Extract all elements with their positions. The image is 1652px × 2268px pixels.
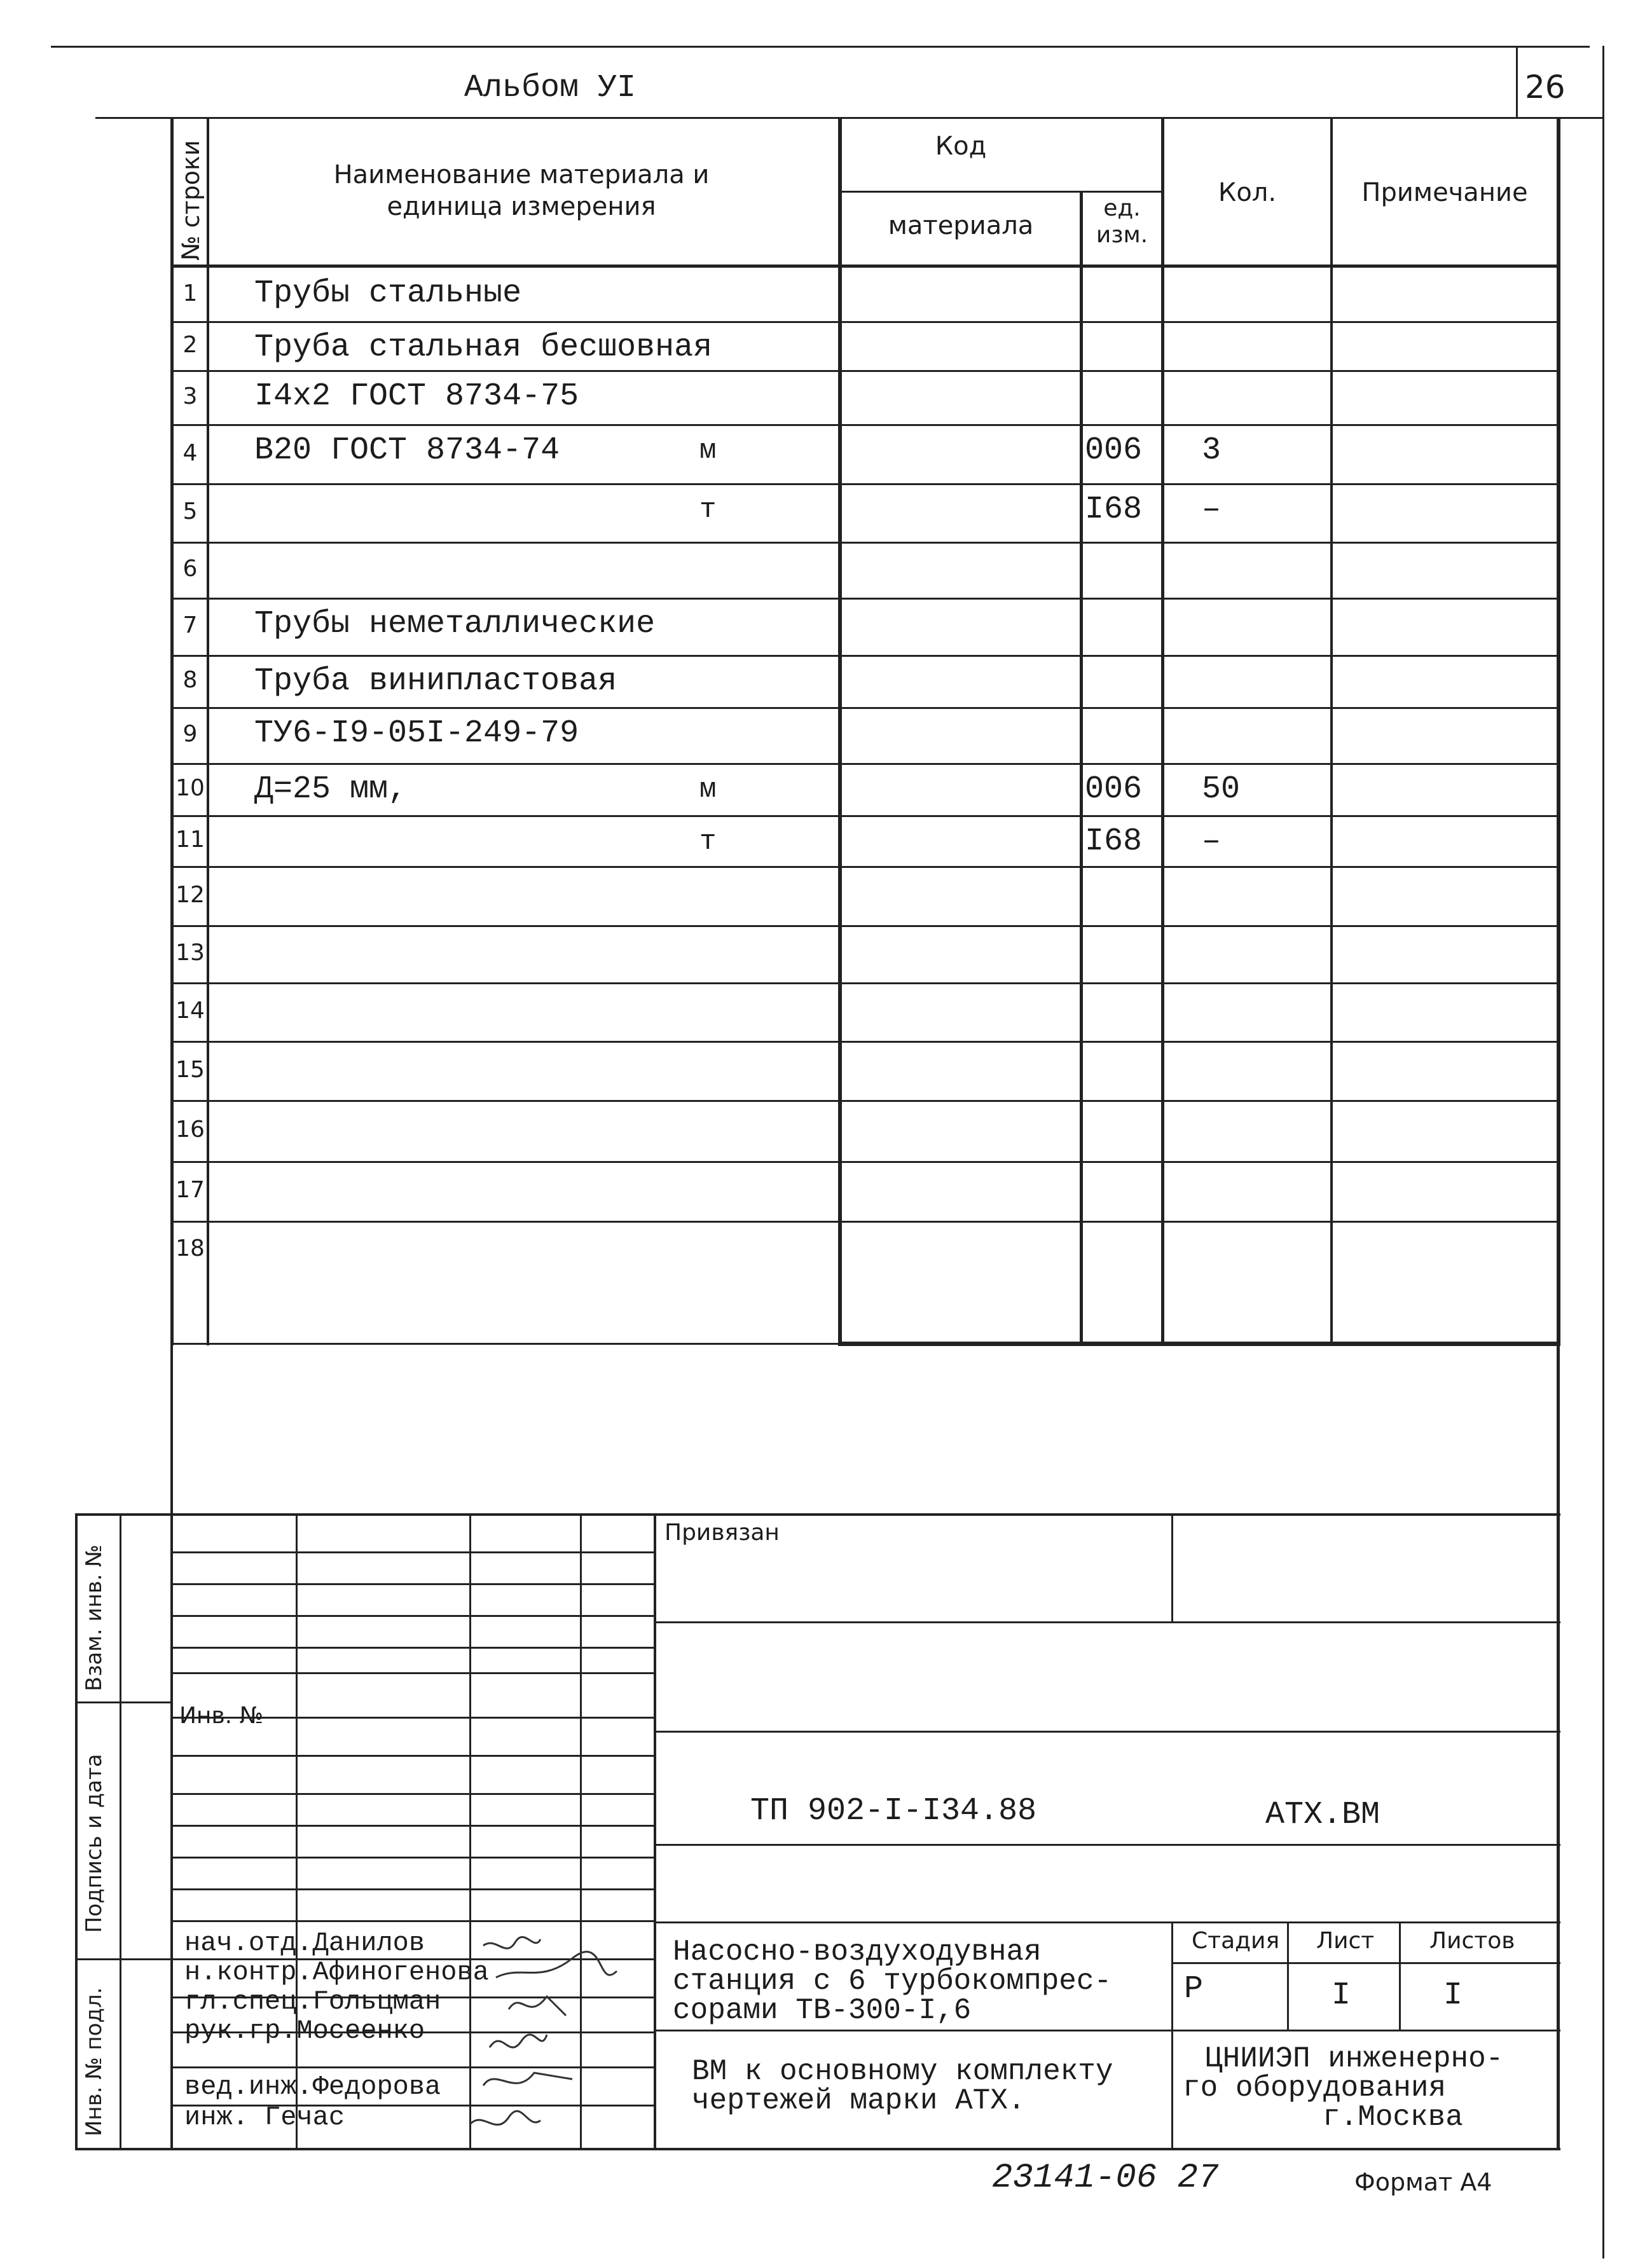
- row-number: 9: [182, 721, 198, 747]
- sheet-title-2: чертежей марки АТХ.: [692, 2084, 1026, 2117]
- row-number: 8: [182, 667, 198, 693]
- stage-label: Стадия: [1192, 1928, 1280, 1954]
- material-name: Трубы стальные: [254, 275, 522, 312]
- unit-code: I68: [1085, 823, 1143, 860]
- quantity: 3: [1202, 432, 1222, 469]
- object-name-1: Насосно-воздуходувная: [673, 1935, 1042, 1969]
- material-name: Трубы неметаллические: [254, 606, 656, 642]
- row-number: 3: [182, 383, 198, 409]
- row-number: 10: [176, 775, 205, 801]
- row-number: 12: [176, 881, 205, 908]
- left-border-lower: [170, 1343, 173, 2150]
- quantity: –: [1202, 491, 1222, 528]
- material-name: Д=25 мм,: [254, 771, 408, 808]
- sheet-number-divider: [1516, 46, 1518, 119]
- row-number: 16: [176, 1117, 205, 1143]
- header-bottom-rule: [95, 117, 1602, 119]
- side-label-inv: Инв. № подл.: [81, 1987, 107, 2136]
- object-name-2: станция с 6 турбокомпрес-: [673, 1965, 1112, 1998]
- staff-entry: инж. Гечас: [184, 2102, 345, 2133]
- object-name-3: сорами ТВ-300-I,6: [673, 1994, 972, 2027]
- row-number: 5: [182, 498, 198, 525]
- title-block-top: [75, 1513, 1560, 1516]
- unit-code: I68: [1085, 491, 1143, 528]
- staff-entry: н.контр.Афиногенова: [184, 1957, 489, 1988]
- col-header-note: Примечание: [1361, 178, 1528, 207]
- material-name: ТУ6-I9-05I-249-79: [254, 715, 579, 752]
- staff-entry: рук.гр.Мосеенко: [184, 2016, 425, 2046]
- col-header-code: Код: [935, 132, 987, 161]
- format-label: Формат А4: [1354, 2168, 1492, 2196]
- col-header-code-unit-1: ед.: [1103, 195, 1141, 221]
- row-number: 14: [176, 998, 205, 1024]
- staff-entry: нач.отд.Данилов: [184, 1928, 425, 1958]
- handwritten-number: 23141-06 27: [992, 2159, 1219, 2197]
- sheet-title-1: ВМ к основному комплекту: [692, 2055, 1113, 2088]
- org-name-3: г.Москва: [1323, 2101, 1463, 2134]
- material-name: I4x2 ГОСТ 8734-75: [254, 378, 579, 415]
- sheets-label: Листов: [1429, 1928, 1515, 1954]
- sheet-label: Лист: [1316, 1928, 1375, 1954]
- staff-entry: гл.спец.Гольцман: [184, 1986, 441, 2017]
- col-header-qty: Кол.: [1218, 178, 1277, 207]
- material-name: Труба стальная бесшовная: [254, 329, 713, 366]
- row-number: 13: [176, 940, 205, 966]
- unit-label: м: [699, 435, 717, 467]
- signatures: [445, 1933, 661, 2149]
- col-header-code-unit-2: изм.: [1096, 222, 1148, 248]
- row-number: 4: [182, 439, 198, 466]
- unit-code: 006: [1085, 771, 1143, 808]
- col-header-name: Наименование материала и единица измерения: [333, 160, 710, 221]
- right-frame-line: [1602, 46, 1604, 2258]
- top-rule: [51, 46, 1590, 48]
- quantity: –: [1202, 823, 1222, 860]
- title-block-bottom: [75, 2148, 1560, 2150]
- inv-no-label: Инв. №: [179, 1703, 264, 1729]
- material-name: B20 ГОСТ 8734-74: [254, 432, 560, 469]
- privyazan-label: Привязан: [664, 1520, 780, 1546]
- material-name: Труба винипластовая: [254, 663, 617, 699]
- col-header-code-material: материала: [888, 211, 1034, 240]
- row-number: 6: [182, 556, 198, 582]
- unit-label: м: [699, 774, 717, 806]
- unit-code: 006: [1085, 432, 1143, 469]
- doc-mark: АТХ.ВМ: [1265, 1797, 1380, 1833]
- row-number: 15: [176, 1056, 205, 1083]
- org-name-2: го оборудования: [1183, 2072, 1447, 2105]
- row-number: 2: [182, 331, 198, 358]
- row-number: 11: [176, 827, 205, 853]
- side-label-vzam: Взам. инв. №: [81, 1544, 107, 1691]
- org-name-1: ЦНИИЭП инженерно-: [1205, 2042, 1504, 2075]
- unit-label: т: [699, 494, 717, 526]
- staff-entry: вед.инж.Федорова: [184, 2072, 441, 2102]
- row-number: 7: [182, 612, 198, 638]
- sheets-value: I: [1443, 1977, 1463, 2014]
- side-label-podpis: Подпись и дата: [81, 1754, 107, 1933]
- quantity: 50: [1202, 771, 1241, 808]
- album-label: Альбом УI: [464, 70, 637, 106]
- row-number: 18: [176, 1235, 205, 1261]
- sheet-number: 26: [1525, 69, 1566, 106]
- sheet-value: I: [1332, 1977, 1351, 2014]
- doc-code: ТП 902-I-I34.88: [750, 1793, 1037, 1829]
- row-number: 1: [182, 280, 198, 306]
- stage-value: Р: [1184, 1971, 1204, 2007]
- unit-label: т: [699, 826, 717, 858]
- col-header-row-no: № строки: [177, 140, 205, 261]
- row-number: 17: [176, 1177, 205, 1203]
